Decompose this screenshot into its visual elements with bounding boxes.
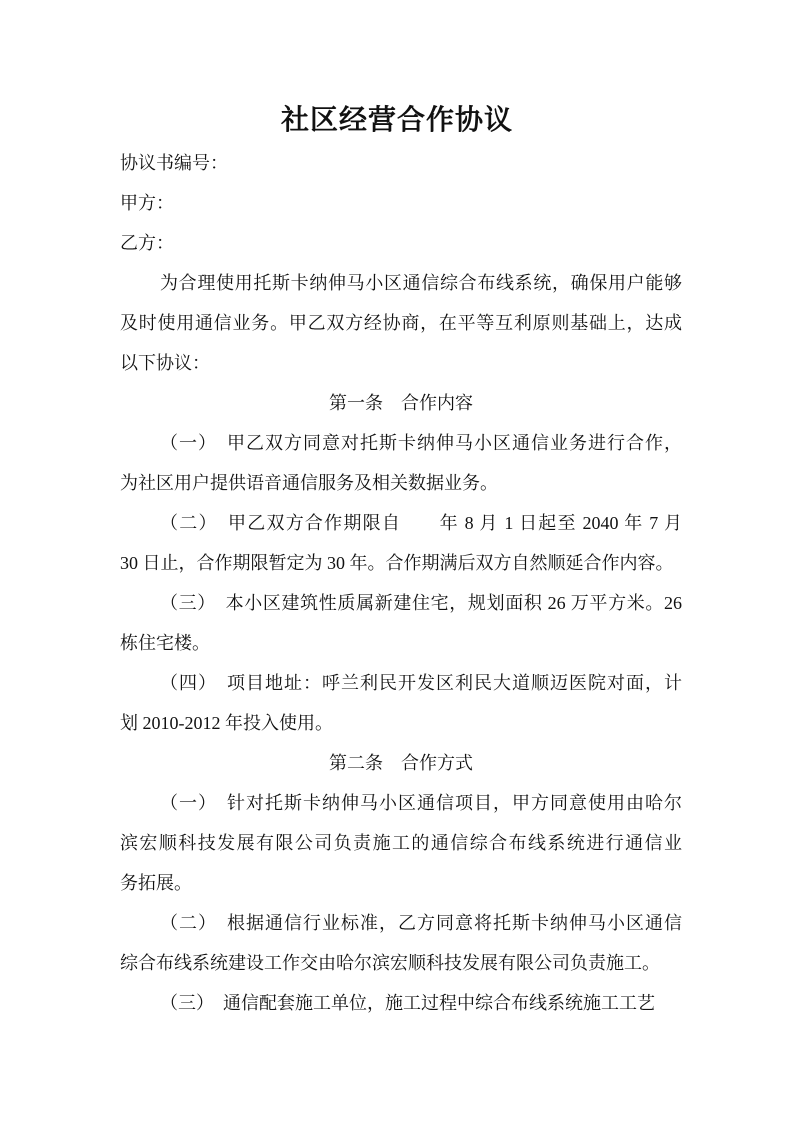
text-line: 为合理使用托斯卡纳伸马小区通信综合布线系统，确保用户能够 — [160, 273, 682, 293]
text-line: （二） 甲乙双方合作期限自 年 8 月 1 日起至 2040 年 7 月 — [160, 513, 682, 533]
text-line: 乙方： — [120, 233, 174, 253]
text-line: 为社区用户提供语音通信服务及相关数据业务。 — [120, 473, 498, 493]
text-line: 栋住宅楼。 — [120, 633, 210, 653]
text-line: （四） 项目地址：呼兰利民开发区利民大道顺迈医院对面，计 — [160, 673, 682, 693]
text-line: 滨宏顺科技发展有限公司负责施工的通信综合布线系统进行通信业 — [120, 833, 682, 853]
text-line: 协议书编号： — [120, 153, 228, 173]
text-line: （三） 通信配套施工单位，施工过程中综合布线系统施工工艺 — [160, 993, 655, 1013]
text-line: 甲方： — [120, 193, 174, 213]
text-line: 以下协议： — [120, 353, 210, 373]
text-line: 30 日止，合作期限暂定为 30 年。合作期满后双方自然顺延合作内容。 — [120, 553, 674, 573]
text-line: 第一条 合作内容 — [329, 393, 473, 413]
text-line: 划 2010-2012 年投入使用。 — [120, 713, 333, 733]
text-line: （二） 根据通信行业标准，乙方同意将托斯卡纳伸马小区通信 — [160, 913, 682, 933]
text-line: 及时使用通信业务。甲乙双方经协商，在平等互利原则基础上，达成 — [120, 313, 682, 333]
document-title: 社区经营合作协议 — [280, 105, 513, 136]
text-line: 综合布线系统建设工作交由哈尔滨宏顺科技发展有限公司负责施工。 — [120, 953, 660, 973]
text-line: （三） 本小区建筑性质属新建住宅，规划面积 26 万平方米。26 — [160, 593, 682, 613]
text-line: 务拓展。 — [120, 873, 192, 893]
text-line: （一） 甲乙双方同意对托斯卡纳伸马小区通信业务进行合作， — [160, 433, 682, 453]
text-line: 第二条 合作方式 — [329, 753, 473, 773]
text-line: （一） 针对托斯卡纳伸马小区通信项目，甲方同意使用由哈尔 — [160, 793, 682, 813]
